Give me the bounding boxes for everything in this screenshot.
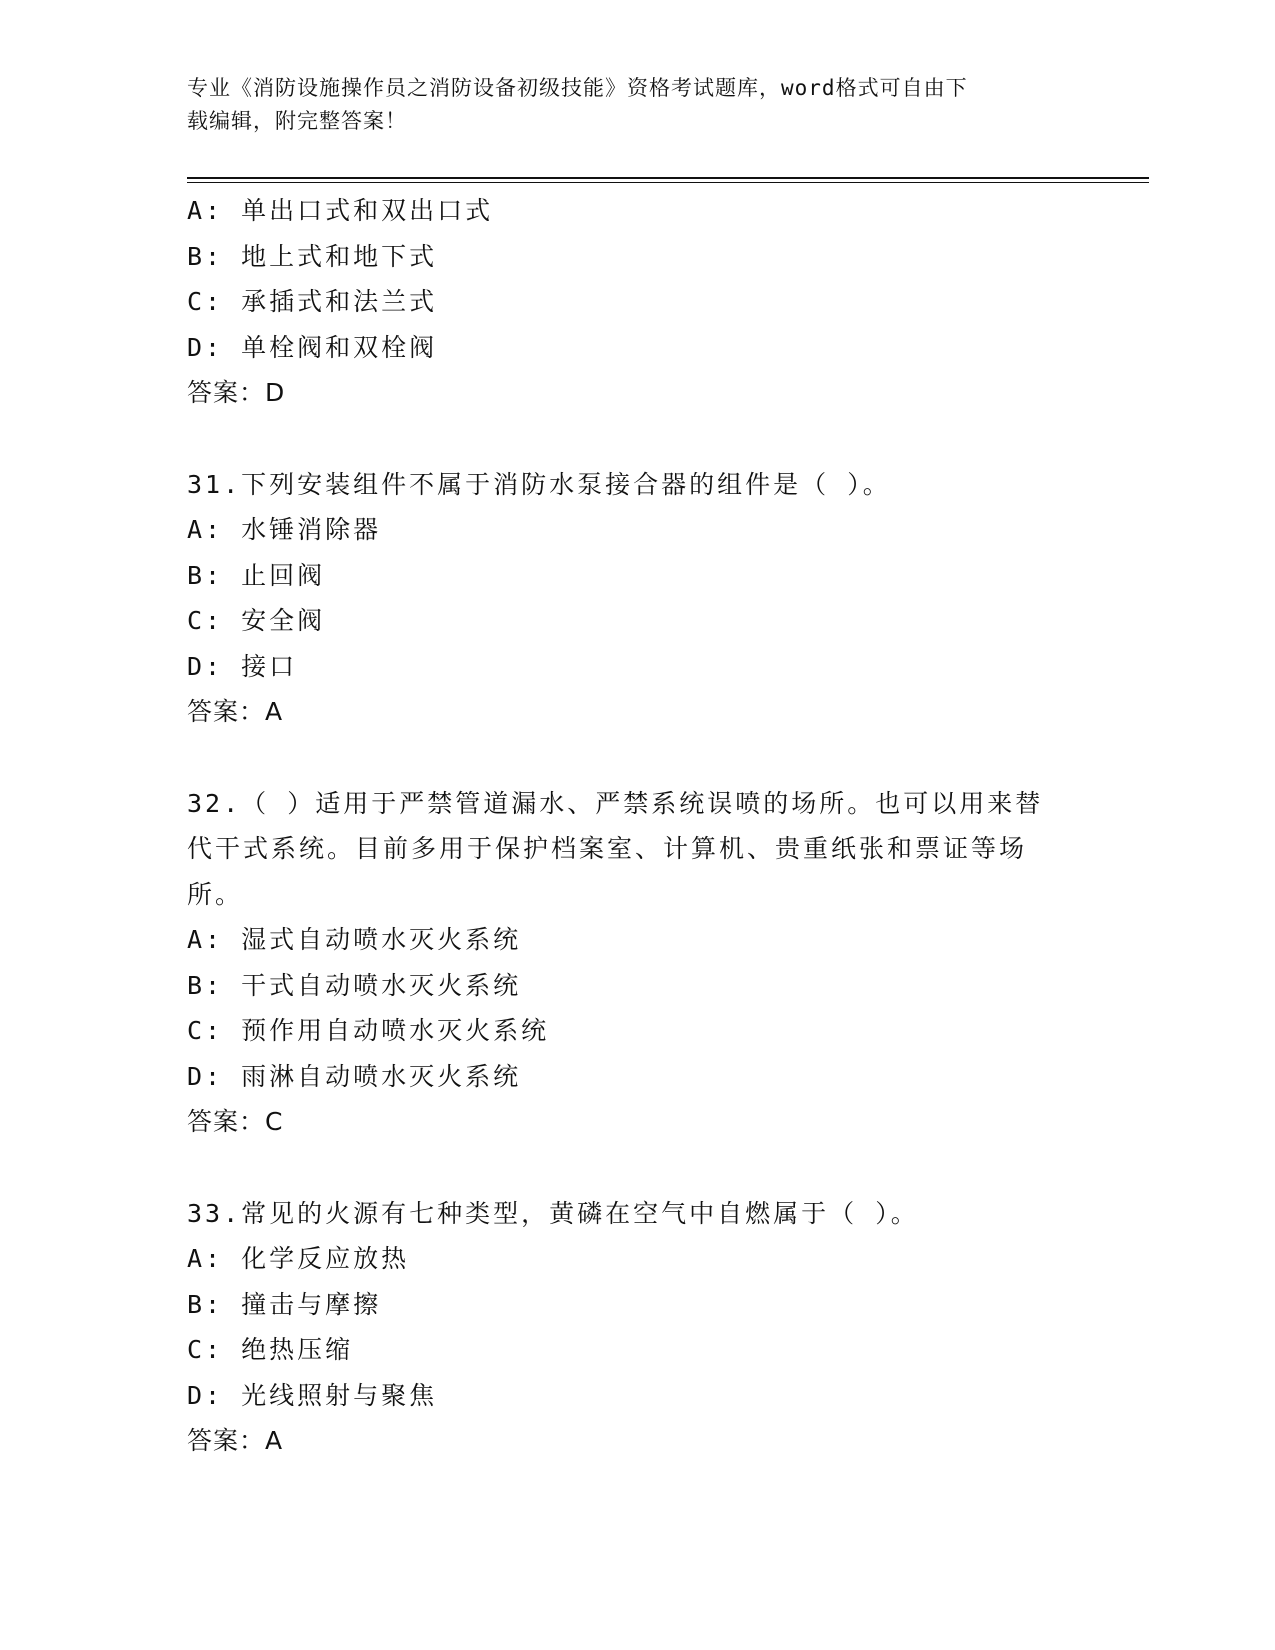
option-d: D: 雨淋自动喷水灭火系统 [187,1061,522,1091]
option-b: B: 干式自动喷水灭火系统 [187,970,522,1000]
option-a: A: 水锤消除器 [187,515,382,544]
option-b: B: 止回阀 [187,560,326,590]
question-line: 32.（ ）适用于严禁管道漏水、严禁系统误喷的场所。也可以用来替 [187,788,1044,818]
document-header [187,72,1067,138]
option-a: A: 湿式自动喷水灭火系统 [187,925,522,954]
question-text [187,1191,1087,1237]
question-text [187,781,1087,918]
header-divider-thin [187,182,1149,183]
question-list [187,188,1087,1464]
option-c: C: 承插式和法兰式 [187,287,438,316]
option-c: C: 绝热压缩 [187,1335,354,1364]
question-line: 代干式系统。目前多用于保护档案室、计算机、贵重纸张和票证等场 [187,834,1028,863]
option-c: C: 安全阀 [187,606,326,635]
answer-line: 答案：A [187,697,284,726]
question-block [187,781,1087,1145]
option-d: D: 单栓阀和双栓阀 [187,332,438,362]
option-a: A: 化学反应放热 [187,1244,410,1273]
question-line: 所。 [187,879,244,909]
block-spacer [187,735,1087,781]
header-line-1: 专业《消防设施操作员之消防设备初级技能》资格考试题库，word格式可自由下 [187,76,968,100]
block-spacer [187,1145,1087,1191]
question-block [187,462,1087,735]
option-c: C: 预作用自动喷水灭火系统 [187,1016,550,1045]
header-line-2: 载编辑，附完整答案！ [187,109,407,133]
option-b: B: 撞击与摩擦 [187,1289,382,1319]
question-line: 31.下列安装组件不属于消防水泵接合器的组件是（ ）。 [187,469,891,499]
option-b: B: 地上式和地下式 [187,241,438,271]
block-spacer [187,416,1087,462]
answer-line: 答案：A [187,1426,284,1455]
question-block [187,188,1087,416]
question-line: 33.常见的火源有七种类型，黄磷在空气中自燃属于（ ）。 [187,1198,919,1228]
answer-line: 答案：C [187,1107,284,1136]
answer-line: 答案：D [187,378,286,407]
question-block [187,1191,1087,1464]
question-text [187,462,1087,508]
option-d: D: 接口 [187,651,298,681]
header-divider-thick [187,177,1149,179]
option-a: A: 单出口式和双出口式 [187,196,494,225]
option-d: D: 光线照射与聚焦 [187,1380,438,1410]
